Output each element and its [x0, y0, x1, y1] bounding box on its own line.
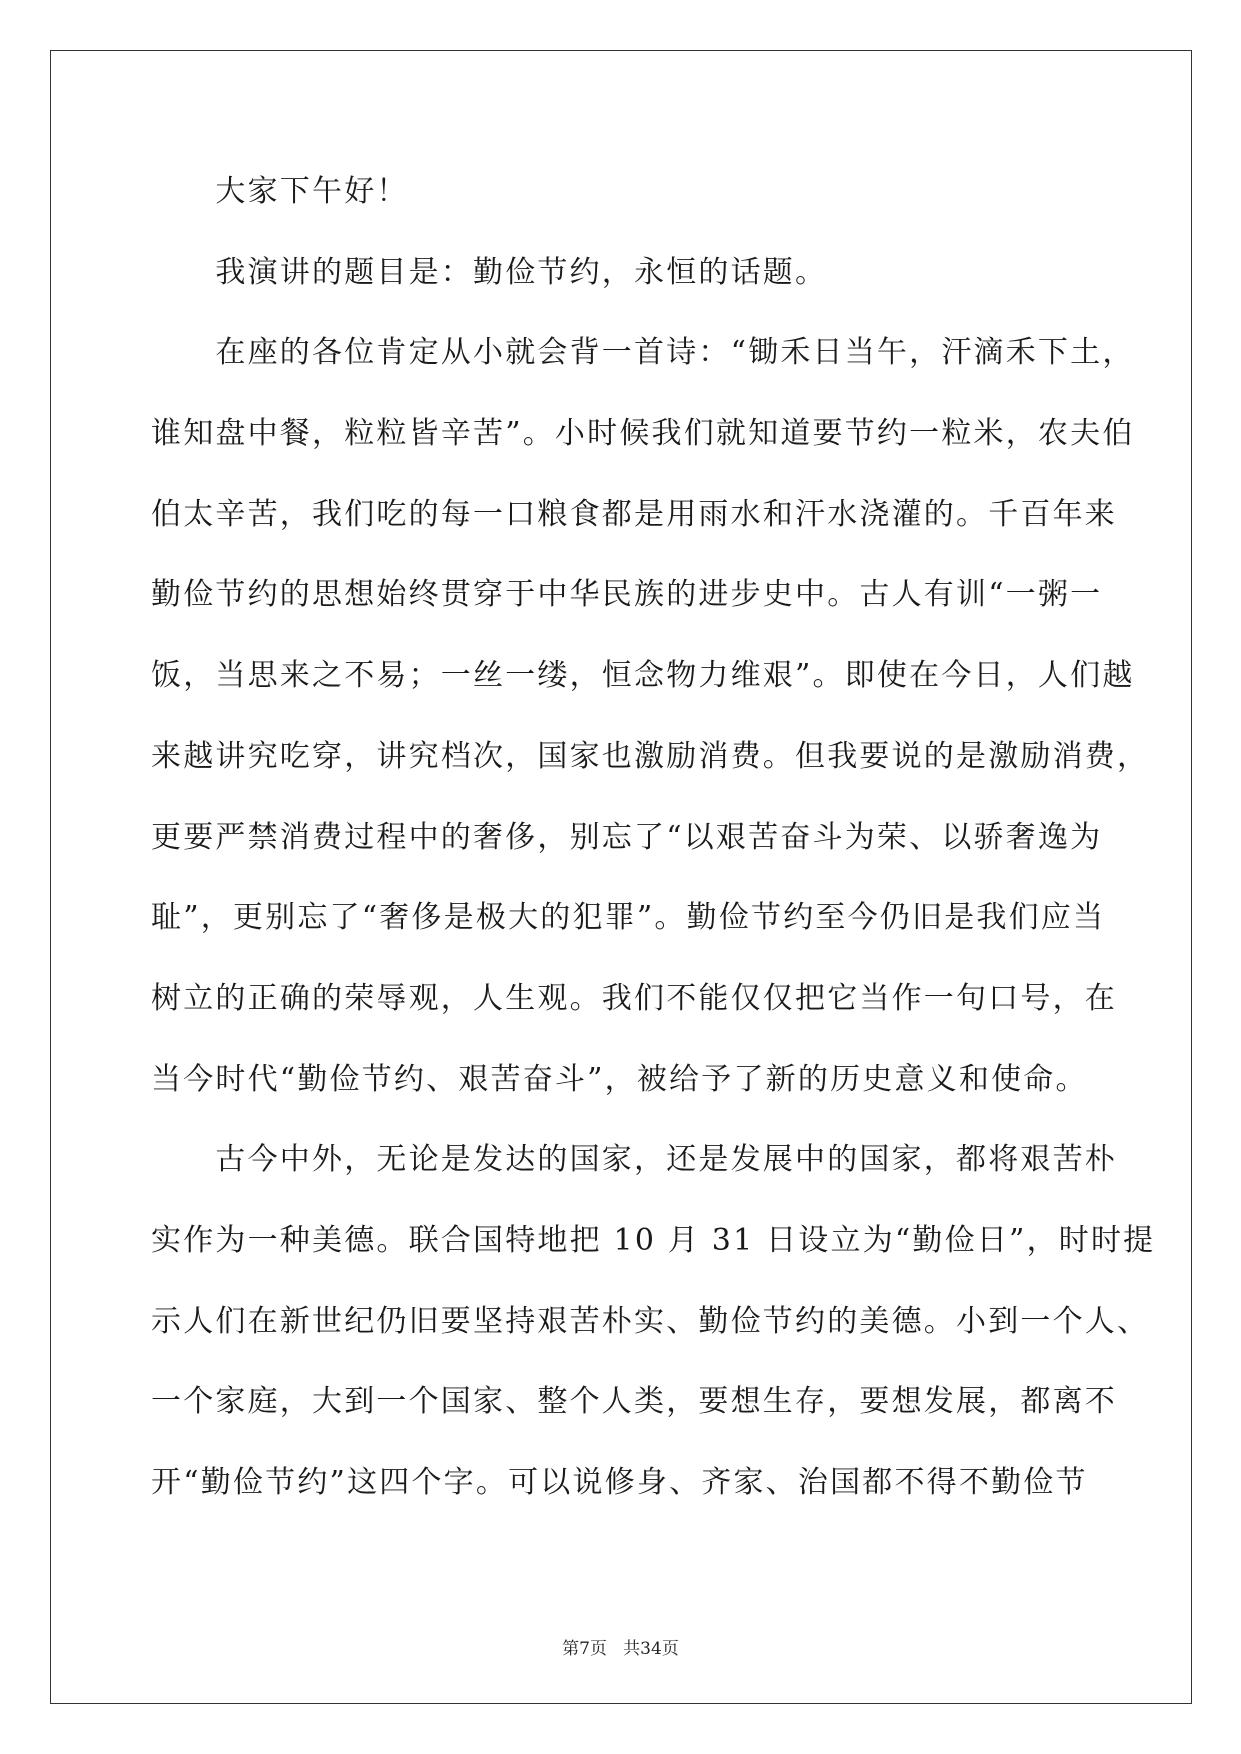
text-line: 古今中外，无论是发达的国家，还是发展中的国家，都将艰苦朴: [151, 1142, 1117, 1178]
text-line: 勤俭节约的思想始终贯穿于中华民族的进步史中。古人有训“一粥一: [151, 577, 1103, 613]
text-line: 在座的各位肯定从小就会背一首诗：“锄禾日当午，汗滴禾下土，: [151, 335, 1135, 371]
text-line: 我演讲的题目是：勤俭节约，永恒的话题。: [151, 254, 828, 290]
text-line: 大家下午好！: [151, 174, 409, 209]
text-line: 树立的正确的荣辱观，人生观。我们不能仅仅把它当作一句口号，在: [151, 980, 1117, 1016]
text-line: 谁知盘中餐，粒粒皆辛苦”。小时候我们就知道要节约一粒米，农夫伯: [151, 416, 1135, 452]
text-line: 一个家庭，大到一个国家、整个人类，要想生存，要想发展，都离不: [151, 1384, 1117, 1420]
text-line: 饭，当思来之不易；一丝一缕，恒念物力维艰”。即使在今日，人们越: [151, 658, 1135, 694]
text-line: 来越讲究吃穿，讲究档次，国家也激励消费。但我要说的是激励消费，: [151, 738, 1150, 774]
text-line: 耻”，更别忘了“奢侈是极大的犯罪”。勤俭节约至今仍旧是我们应当: [151, 900, 1106, 936]
text-line: 实作为一种美德。联合国特地把 10 月 31 日设立为“勤俭日”，时时提: [151, 1222, 1156, 1258]
text-line: 更要严禁消费过程中的奢侈，别忘了“以艰苦奋斗为荣、以骄奢逸为: [151, 819, 1103, 855]
text-line: 伯太辛苦，我们吃的每一口粮食都是用雨水和汗水浇灌的。千百年来: [151, 496, 1117, 532]
page-number-footer: 第7页 共34页: [562, 1639, 679, 1659]
text-line: 示人们在新世纪仍旧要坚持艰苦朴实、勤俭节约的美德。小到一个人、: [151, 1303, 1150, 1339]
document-body: [151, 158, 1156, 1530]
text-line: 当今时代“勤俭节约、艰苦奋斗”，被给予了新的历史意义和使命。: [151, 1061, 1088, 1097]
text-line: 开“勤俭节约”这四个字。可以说修身、齐家、治国都不得不勤俭节: [151, 1465, 1088, 1500]
